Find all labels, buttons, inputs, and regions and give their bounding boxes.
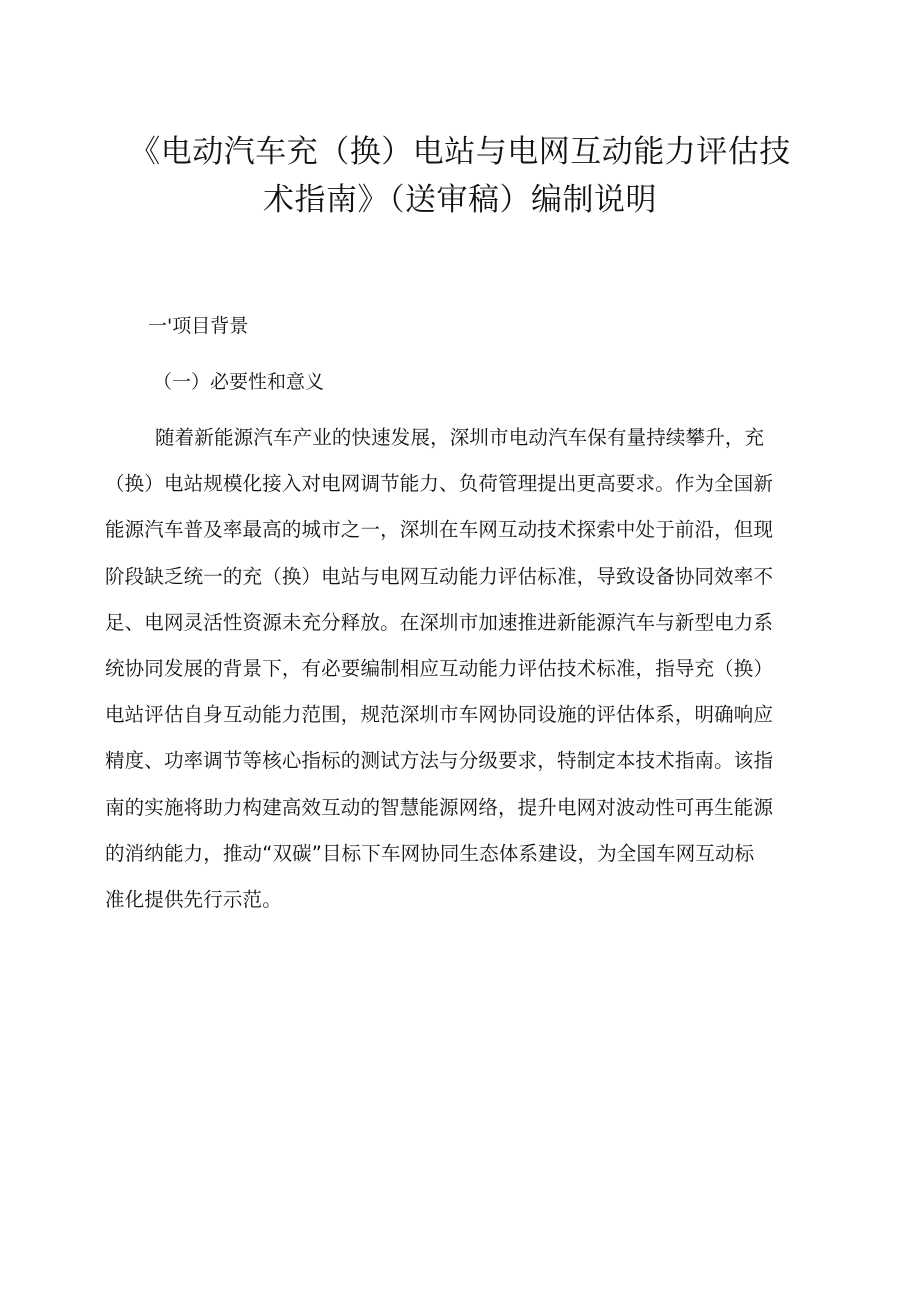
paragraph-line: 的消纳能力，推动“双碳”目标下车网协同生态体系建设，为全国车网互动标 [105,841,755,865]
paragraph-line: 电站评估自身互动能力范围，规范深圳市车网协同设施的评估体系，明确响应 [105,703,774,727]
paragraph-line: 能源汽车普及率最高的城市之一，深圳在车网互动技术探索中处于前沿，但现 [105,518,774,542]
paragraph-line: 精度、功率调节等核心指标的测试方法与分级要求，特制定本技术指南。该指 [105,749,774,773]
paragraph-line: 足、电网灵活性资源未充分释放。在深圳市加速推进新能源汽车与新型电力系 [105,610,774,634]
paragraph-line: 南的实施将助力构建高效互动的智慧能源网络，提升电网对波动性可再生能源 [105,795,774,819]
body-paragraph [105,420,845,928]
document-title [60,128,860,224]
paragraph-line: 统协同发展的背景下，有必要编制相应互动能力评估技术标准，指导充（换） [105,656,774,680]
document-title-line-1: 《电动汽车充（换）电站与电网互动能力评估技 [129,134,791,170]
paragraph-line: （换）电站规模化接入对电网调节能力、负荷管理提出更高要求。作为全国新 [105,472,774,496]
document-title-line-2: 术指南》（送审稿）编制说明 [263,182,657,218]
subsection-heading-necessity: （一）必要性和意义 [153,371,325,393]
section-heading-project-background: 一'项目背景 [148,315,249,337]
paragraph-line: 准化提供先行示范。 [105,887,282,911]
paragraph-line: 随着新能源汽车产业的快速发展，深圳市电动汽车保有量持续攀升，充 [155,426,765,449]
paragraph-line: 阶段缺乏统一的充（换）电站与电网互动能力评估标准，导致设备协同效率不 [105,564,774,588]
